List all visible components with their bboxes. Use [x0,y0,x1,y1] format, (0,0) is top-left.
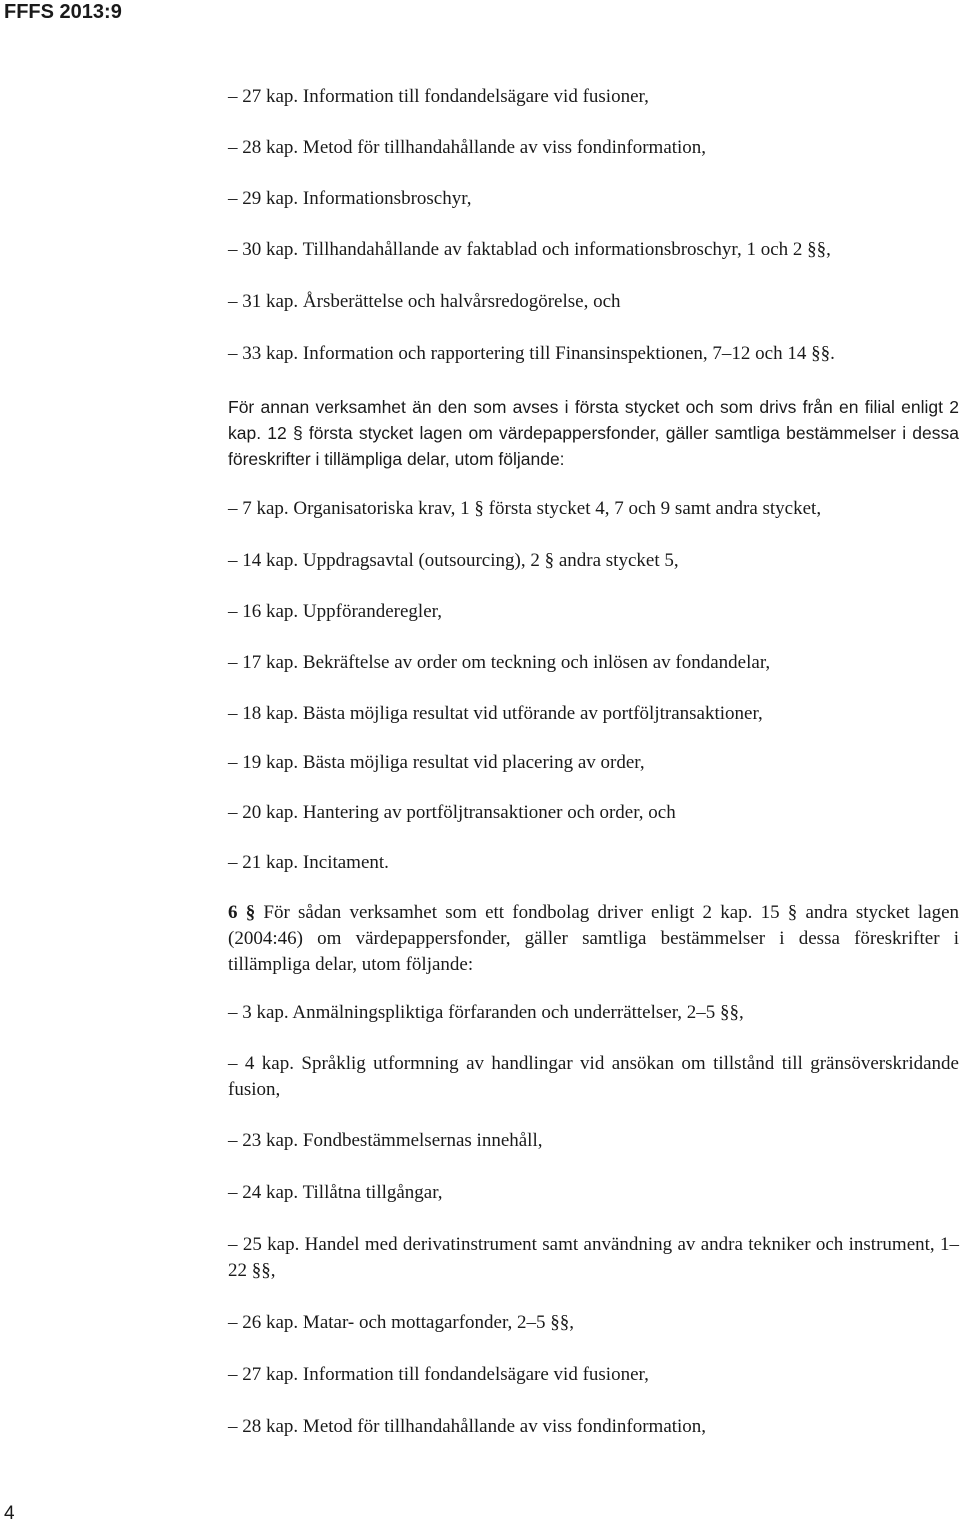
list-item: – 28 kap. Metod för tillhandahållande av viss fondinformation, [228,1416,707,1437]
list-item: – 33 kap. Information och rapportering till Finansinspektionen, 7–12 och 14 §§. [228,343,835,364]
document-id-header: FFFS 2013:9 [4,1,122,23]
list-item: – 19 kap. Bästa möjliga resultat vid placering av order, [228,752,645,773]
list-item: – 17 kap. Bekräftelse av order om teckning och inlösen av fondandelar, [228,652,771,673]
list-item: – 18 kap. Bästa möjliga resultat vid utförande av portföljtransaktioner, [228,703,763,724]
section-text: För sådan verksamhet som ett fondbolag driver enligt 2 kap. 15 § andra stycket lagen (2004:46) om värdepappersfonder, gäller samtliga bestämmelser i dessa föreskrifter i tillämpliga delar, utom följande: [228,902,960,975]
list-item: – 20 kap. Hantering av portföljtransaktioner och order, och [228,802,676,823]
section-number: 6 § [228,902,256,923]
list-item: – 28 kap. Metod för tillhandahållande av viss fondinformation, [228,137,707,158]
list-item: – 26 kap. Matar- och mottagarfonder, 2–5 §§, [228,1312,575,1333]
list-item: – 4 kap. Språklig utformning av handlingar vid ansökan om tillstånd till gränsöverskridande fusion, [228,1053,959,1100]
list-item: – 30 kap. Tillhandahållande av faktablad och informationsbroschyr, 1 och 2 §§, [228,239,831,260]
page-number: 4 [4,1503,15,1524]
list-item: – 31 kap. Årsberättelse och halvårsredogörelse, och [228,291,621,312]
list-item: – 14 kap. Uppdragsavtal (outsourcing), 2 § andra stycket 5, [228,550,679,571]
list-item: – 7 kap. Organisatoriska krav, 1 § första stycket 4, 7 och 9 samt andra stycket, [228,498,822,519]
list-item: – 16 kap. Uppföranderegler, [228,601,442,622]
list-item: – 25 kap. Handel med derivatinstrument samt användning av andra tekniker och instrument, 1–22 §§, [228,1234,959,1281]
list-item: – 23 kap. Fondbestämmelsernas innehåll, [228,1130,543,1151]
list-item: – 21 kap. Incitament. [228,852,389,873]
list-item: – 27 kap. Information till fondandelsägare vid fusioner, [228,1364,649,1385]
list-item: – 24 kap. Tillåtna tillgångar, [228,1182,443,1203]
section-6-paragraph [228,900,959,978]
list-item: – 27 kap. Information till fondandelsägare vid fusioner, [228,86,649,107]
list-item: – 3 kap. Anmälningspliktiga förfaranden och underrättelser, 2–5 §§, [228,1002,744,1023]
list-item: – 29 kap. Informationsbroschyr, [228,188,472,209]
paragraph: För annan verksamhet än den som avses i första stycket och som drivs från en filial enligt 2 kap. 12 § första stycket lagen om värdepappersfonder, gäller samtliga bestämmelser i dessa föreskrifter i tillämpliga delar, utom följande: [228,397,959,469]
